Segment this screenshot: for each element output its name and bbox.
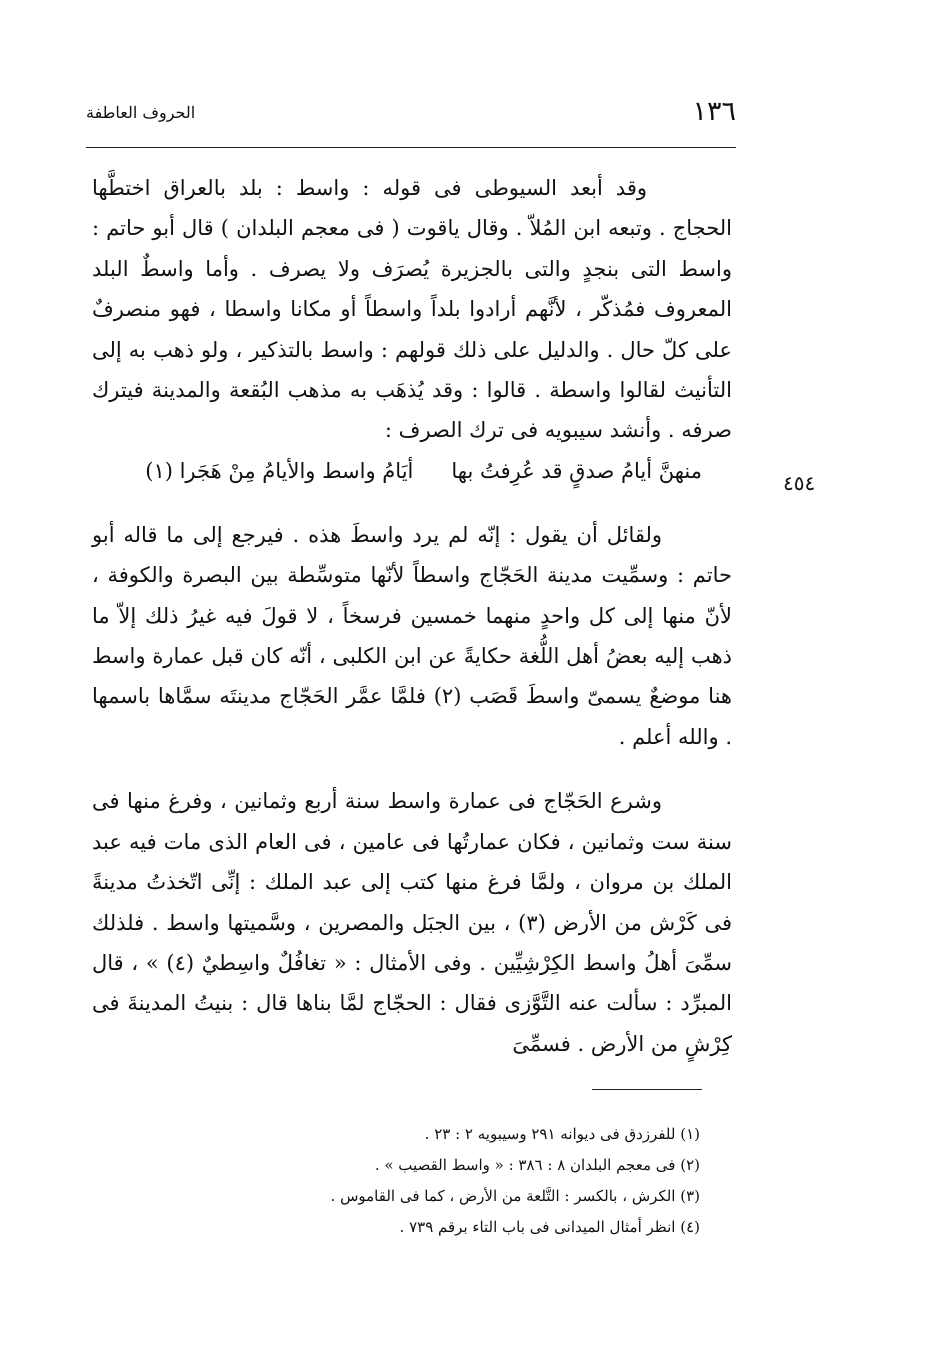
paragraph-2: ولقائل أن يقول : إنّه لم يرد واسطَ هذه . فيرجع إلى ما قاله أبو حاتم : وسمِّيت مدينة الحَجّاج واسطاً لأنّها متوسِّطة بين البصرة والكوفة ، لأنّ منها إلى كل واحدٍ منهما خمسين فرسخاً ، لا قولَ فيه غيرُ ذلك إلاّ ما ذهب إليه بعضُ أهل اللُّغة حكايةً عن ابن الكلبى ، أنّه كان قبل عمارة واسط هنا موضعٌ يسمىّ واسطَ قَصَب (٢) فلمَّا عمَّر الحَجّاج مدينتَه سمَّاها باسمها . والله أعلم . bbox=[92, 522, 732, 749]
page-number: ١٣٦ bbox=[692, 96, 736, 127]
header-rule bbox=[86, 147, 736, 148]
main-text bbox=[92, 168, 732, 1064]
verse-second-hemistich: أيَامُ واسط والأيامُ مِنْ هَجَرا (١) bbox=[145, 458, 414, 483]
running-title: الحروف العاطفة bbox=[86, 103, 196, 122]
paragraph-3: وشرع الحَجّاج فى عمارة واسط سنة أربع وثمانين ، وفرغ منها فى سنة ست وثمانين ، فكان عمارتُها فى عامين ، فى العام الذى مات فيه عبد الملك بن مروان ، ولمَّا فرغ منها كتب إلى عبد الملك : إنِّى اتّخذتُ مدينةً فى كَرْش من الأرض (٣) ، بين الجبَل والمصرين ، وسَّميتها واسط . فلذلك سمِّىَ أهلُ واسط الكِرْشِيِّين . وفى الأمثال : « تغافُلٌ واسِطيٌ (٤) » ، قال المبرِّد : سألت عنه التَّوَّزى فقال : الحجّاج لمَّا بناها قال : بنيتُ المدينةَ فى كِرْشٍ من الأرض . فسمِّىَ bbox=[92, 789, 732, 1056]
paragraph-1: وقد أبعد السيوطى فى قوله : واسط : بلد بالعراق اختطَّها الحجاج . وتبعه ابن المُلاّ . وقال ياقوت ( فى معجم البلدان ) قال أبو حاتم : واسط التى بنجدٍ والتى بالجزيرة يُصرَف ولا يصرف . وأما واسطٌ البلد المعروف فمُذكّر ، لأنَّهم أرادوا بلداً واسطاً أو مكانا واسطا ، فهو منصرفٌ على كلّ حال . والدليل على ذلك قولهم : واسط بالتذكير ، ولو ذهب به إلى التأنيث لقالوا واسطة . قالوا : وقد يُذهَب به مذهب البُقعة والمدينة فيترك صرفه . وأنشد سيبويه فى ترك الصرف : bbox=[92, 176, 732, 443]
poetry-verse bbox=[92, 451, 732, 491]
footnote-rule bbox=[592, 1089, 702, 1090]
footnote-2: (٢) فى معجم البلدان ٨ : ٣٨٦ : « واسط القصيب » . bbox=[374, 1156, 700, 1174]
footnote-3: (٣) الكرش ، بالكسر : التَّلعة من الأرض ، كما فى القاموس . bbox=[330, 1187, 700, 1205]
footnote-4: (٤) انظر أمثال الميدانى فى باب التاء برقم ٧٣٩ . bbox=[399, 1218, 700, 1236]
footnote-1: (١) للفرزدق فى ديوانه ٢٩١ وسيبويه ٢ : ٢٣ . bbox=[424, 1125, 700, 1143]
page-header bbox=[86, 94, 736, 130]
footnotes bbox=[240, 1119, 700, 1243]
margin-number: ٤٥٤ bbox=[783, 471, 816, 495]
verse-first-hemistich: منهنَّ أيامُ صدقٍ قد عُرِفتُ بها bbox=[451, 458, 702, 483]
